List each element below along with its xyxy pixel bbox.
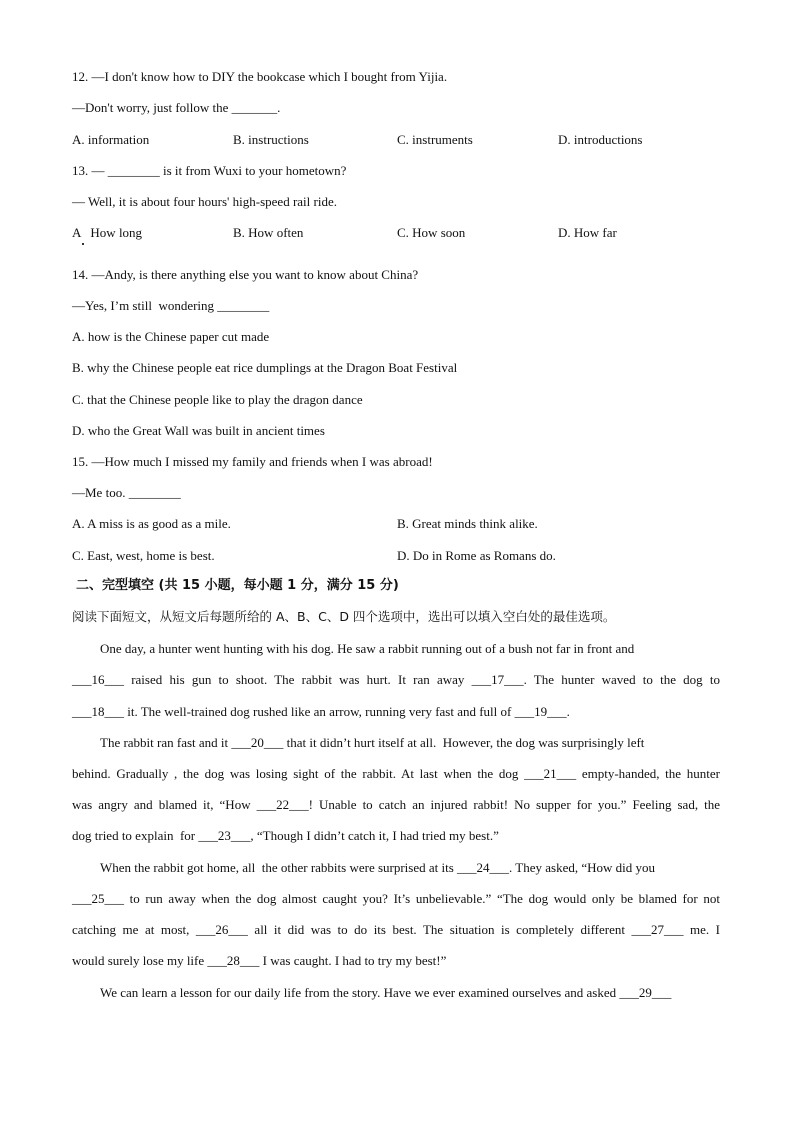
question-15-reply: —Me too. ________	[72, 485, 181, 500]
question-15-stem: 15. —How much I missed my family and friends when I was abroad!	[72, 454, 433, 469]
passage-line: The rabbit ran fast and it ___20___ that it didn’t hurt itself at all. However, the dog was surprisingly left	[100, 735, 645, 750]
question-12-option-a: A. information	[72, 132, 150, 147]
question-15-option-d: D. Do in Rome as Romans do.	[397, 548, 556, 563]
passage-line: dog tried to explain for ___23___, “Though I didn’t catch it, I had tried my best.”	[72, 828, 499, 843]
question-14-option-a: A. how is the Chinese paper cut made	[72, 329, 270, 344]
question-14-reply: —Yes, I’m still wondering ________	[72, 298, 270, 313]
question-12-option-d: D. introductions	[558, 132, 643, 147]
question-13-option-b: B. How often	[233, 225, 304, 240]
passage-line: We can learn a lesson for our daily life from the story. Have we ever examined ourselves and asked ___29___	[100, 985, 672, 1000]
question-13-reply: — Well, it is about four hours' high-speed rail ride.	[72, 194, 337, 209]
question-14-stem: 14. —Andy, is there anything else you want to know about China?	[72, 267, 419, 282]
passage-line: would surely lose my life ___28___ I was caught. I had to try my best!”	[72, 953, 447, 968]
section-instruction: 阅读下面短文，从短文后每题所给的 A、B、C、D 四个选项中，选出可以填入空白处的最佳选项。	[72, 609, 616, 624]
question-13-option-d: D. How far	[558, 225, 617, 240]
question-15-option-a: A. A miss is as good as a mile.	[72, 516, 231, 531]
question-12-option-c: C. instruments	[397, 132, 473, 147]
question-14-option-c: C. that the Chinese people like to play the dragon dance	[72, 392, 363, 407]
question-13-stem: 13. — ________ is it from Wuxi to your hometown?	[72, 163, 347, 178]
passage-line: behind. Gradually , the dog was losing sight of the rabbit. At last when the dog ___21___ empty-handed, the hunter	[72, 766, 720, 781]
question-15-option-b: B. Great minds think alike.	[397, 516, 538, 531]
passage-line: ___18___ it. The well-trained dog rushed like an arrow, running very fast and full of ___19___.	[72, 704, 570, 719]
passage-line: One day, a hunter went hunting with his dog. He saw a rabbit running out of a bush not far in front and	[100, 641, 635, 656]
passage-line: When the rabbit got home, all the other rabbits were surprised at its ___24___. They asked, “How did you	[100, 860, 656, 875]
question-13-option-a: A How long	[72, 225, 143, 240]
question-12-reply: —Don't worry, just follow the _______.	[72, 100, 281, 115]
stray-dot	[82, 243, 84, 245]
question-14-option-b: B. why the Chinese people eat rice dumplings at the Dragon Boat Festival	[72, 360, 458, 375]
passage-line: ___25___ to run away when the dog almost caught you? It’s unbelievable.” “The dog would only be blamed for not	[72, 891, 720, 906]
question-12-stem: 12. —I don't know how to DIY the bookcase which I bought from Yijia.	[72, 69, 448, 84]
section-heading: 二、完型填空 (共 15 小题，每小题 1 分，满分 15 分)	[76, 578, 399, 593]
passage-line: was angry and blamed it, “How ___22___! Unable to catch an injured rabbit! No supper for you.” Feeling sad, the	[72, 797, 720, 812]
passage-line: catching me at most, ___26___ all it did was to do its best. The situation is completely different ___27___ me. I	[72, 922, 720, 937]
question-13-option-c: C. How soon	[397, 225, 466, 240]
question-14-option-d: D. who the Great Wall was built in ancient times	[72, 423, 325, 438]
question-15-option-c: C. East, west, home is best.	[72, 548, 215, 563]
question-12-option-b: B. instructions	[233, 132, 309, 147]
passage-line: ___16___ raised his gun to shoot. The rabbit was hurt. It ran away ___17___. The hunter waved to the dog to	[72, 672, 720, 687]
